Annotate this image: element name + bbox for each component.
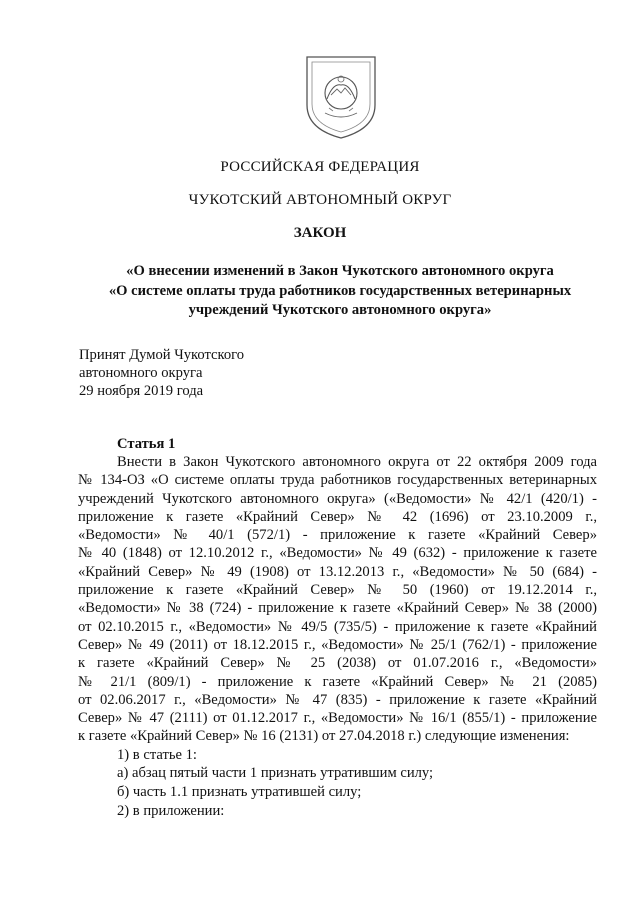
- article-line: № 21/1 (809/1) - приложение к газете «Крайний Север» № 21 (2085): [78, 673, 597, 690]
- region-heading: ЧУКОТСКИЙ АВТОНОМНЫЙ ОКРУГ: [188, 192, 452, 208]
- document-type-heading: ЗАКОН: [293, 225, 347, 241]
- article-line: «Ведомости» № 40/1 (572/1) - приложение к газете «Крайний Север»: [78, 527, 597, 544]
- amendment-item: 1) в статье 1:: [117, 747, 197, 763]
- article-line: приложение к газете «Крайний Север» № 50 (1960) от 19.12.2014 г.,: [78, 582, 597, 599]
- article-line: к газете «Крайний Север» № 16 (2131) от 27.04.2018 г.) следующие изменения:: [78, 728, 570, 745]
- adoption-line: Принят Думой Чукотского: [79, 347, 245, 363]
- coat-of-arms-emblem: [303, 53, 379, 141]
- amendment-subitem: б) часть 1.1 признать утратившей силу;: [117, 783, 362, 800]
- amendment-item: 2) в приложении:: [117, 803, 225, 819]
- country-heading: РОССИЙСКАЯ ФЕДЕРАЦИЯ: [220, 159, 420, 175]
- amendment-list: [117, 746, 433, 801]
- article-line: Север» № 49 (2011) от 18.12.2015 г., «Ведомости» № 25/1 (762/1) - приложение: [78, 636, 597, 653]
- article-line: от 02.06.2017 г., «Ведомости» № 47 (835) - приложение к газете «Крайний: [78, 691, 597, 708]
- adoption-date: 29 ноября 2019 года: [79, 383, 204, 399]
- article-line: № 40 (1848) от 12.10.2012 г., «Ведомости» № 49 (632) - приложение к газете: [78, 545, 597, 562]
- article-line: «Ведомости» № 38 (724) - приложение к газете «Крайний Север» № 38 (2000): [78, 600, 597, 617]
- law-title-line: «О системе оплаты труда работников государственных ветеринарных: [108, 282, 572, 299]
- law-title-line: учреждений Чукотского автономного округа»: [188, 302, 492, 318]
- article-body: [78, 453, 597, 746]
- law-title: [80, 262, 600, 321]
- adoption-info: [79, 346, 244, 400]
- article-heading: Статья 1: [117, 436, 176, 452]
- adoption-line: автономного округа: [79, 365, 203, 381]
- amendment-list-2: [117, 802, 224, 820]
- article-line: № 134-ОЗ «О системе оплаты труда работников государственных ветеринарных: [78, 472, 597, 489]
- article-line: от 02.10.2015 г., «Ведомости» № 49/5 (735/5) - приложение к газете «Крайний: [78, 618, 597, 635]
- article-line: учреждений Чукотского автономного округа» («Ведомости» № 42/1 (420/1) -: [78, 490, 597, 507]
- article-line: «Крайний Север» № 49 (1908) от 13.12.2013 г., «Ведомости» № 50 (684) -: [78, 563, 597, 580]
- amendment-subitem: а) абзац пятый части 1 признать утратившим силу;: [117, 765, 434, 782]
- article-line: к газете «Крайний Север» № 25 (2038) от 01.07.2016 г., «Ведомости»: [78, 655, 597, 672]
- law-title-line: «О внесении изменений в Закон Чукотского автономного округа: [126, 263, 554, 279]
- article-line: Внести в Закон Чукотского автономного округа от 22 октября 2009 года: [117, 454, 597, 470]
- article-line: Север» № 47 (2111) от 01.12.2017 г., «Ведомости» № 16/1 (855/1) - приложение: [78, 710, 597, 727]
- article-line: приложение к газете «Крайний Север» № 42 (1696) от 23.10.2009 г.,: [78, 508, 597, 525]
